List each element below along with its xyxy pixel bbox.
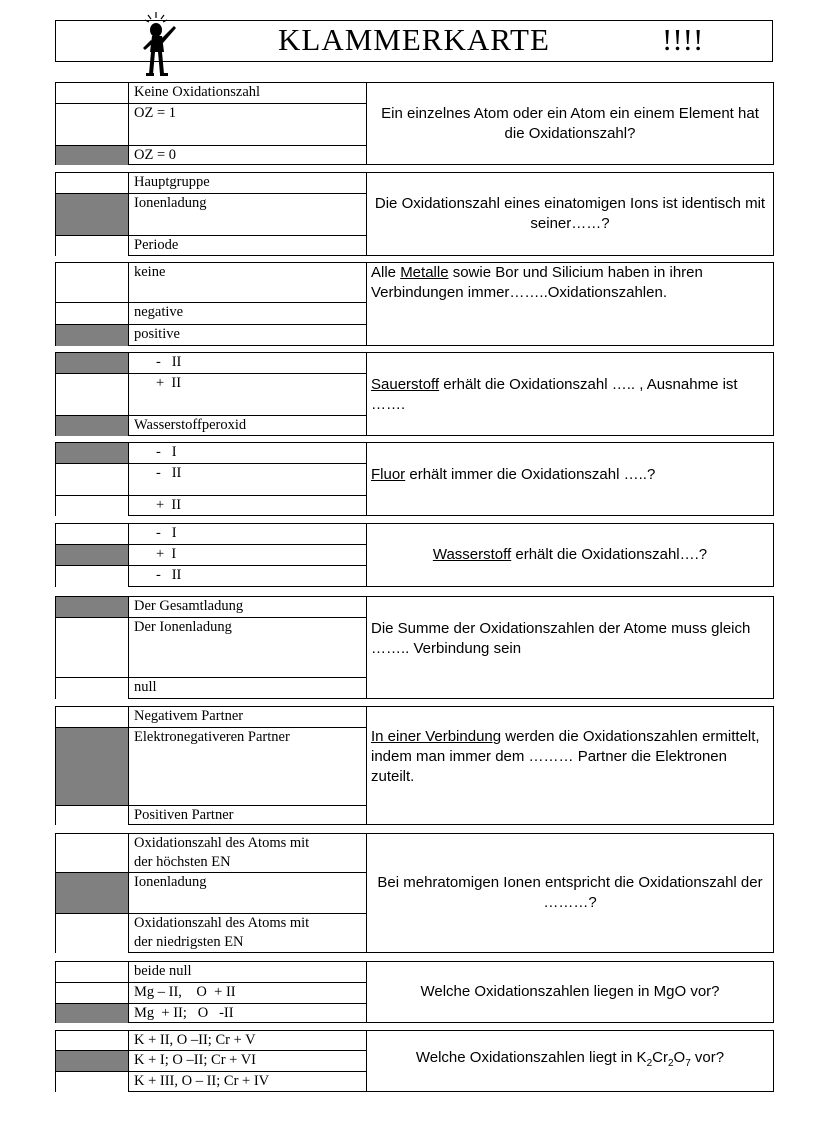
answer-row-correct[interactable]: Ionenladung (56, 872, 366, 913)
quiz-card (55, 706, 774, 825)
quiz-card (55, 172, 774, 256)
quiz-card (55, 523, 774, 587)
answer-row[interactable]: Oxidationszahl des Atoms mit der niedrigsten EN (56, 913, 366, 953)
question-text: Welche Oxidationszahlen liegen in MgO vor? (420, 983, 720, 1000)
answer-row[interactable]: Keine Oxidationszahl (56, 83, 366, 103)
answer-row[interactable]: K + II, O –II; Cr + V (56, 1031, 366, 1050)
answer-row[interactable]: beide null (56, 962, 366, 982)
answer-row-correct[interactable]: Elektronegativeren Partner (56, 727, 366, 805)
answer-row[interactable]: negative (56, 302, 366, 324)
answer-row[interactable]: Hauptgruppe (56, 173, 366, 193)
answer-row[interactable]: Periode (56, 235, 366, 256)
quiz-card (55, 352, 774, 436)
title-exclamation: !!!! (662, 22, 704, 57)
quiz-card (55, 961, 774, 1023)
answer-row[interactable]: OZ = 1 (56, 103, 366, 145)
question-text: In einer Verbindung werden die Oxidationszahlen ermittelt, indem man immer dem ……… Partner die Elektronen zuteilt. (371, 728, 760, 785)
stick-figure-icon (140, 6, 180, 78)
answer-row[interactable]: - II (56, 463, 366, 495)
answer-row[interactable]: K + III, O – II; Cr + IV (56, 1071, 366, 1092)
question-text: Die Oxidationszahl eines einatomigen Ions ist identisch mit seiner……? (374, 195, 766, 232)
answer-row[interactable]: Mg – II, O + II (56, 982, 366, 1003)
answer-row-correct[interactable]: K + I; O –II; Cr + VI (56, 1050, 366, 1071)
question-text: Sauerstoff erhält die Oxidationszahl ….. , Ausnahme ist ……. (371, 376, 738, 413)
question-text: Welche Oxidationszahlen liegt in $K_2Cr_2O_7$ vor? (415, 1049, 725, 1069)
answer-row[interactable]: + II (56, 495, 366, 516)
question-text: Alle Metalle sowie Bor und Silicium haben in ihren Verbindungen immer……..Oxidationszahlen. (371, 264, 703, 301)
answer-row-correct[interactable]: positive (56, 324, 366, 346)
answer-row-correct[interactable]: - II (56, 353, 366, 373)
answer-row-correct[interactable]: + I (56, 544, 366, 565)
answer-row[interactable]: keine (56, 263, 366, 302)
quiz-card (55, 596, 774, 699)
answer-row[interactable]: - I (56, 524, 366, 544)
answer-row[interactable]: Positiven Partner (56, 805, 366, 825)
question-text: Wasserstoff erhält die Oxidationszahl….? (432, 546, 708, 563)
answer-row[interactable]: null (56, 677, 366, 699)
question-text: Die Summe der Oxidationszahlen der Atome muss gleich …….. Verbindung sein (371, 620, 751, 657)
page-title: KLAMMERKARTE (278, 22, 550, 57)
answer-row[interactable]: Negativem Partner (56, 707, 366, 727)
answer-row-correct[interactable]: Mg + II; O -II (56, 1003, 366, 1023)
answer-row-correct[interactable]: - I (56, 443, 366, 463)
answer-row-correct[interactable]: OZ = 0 (56, 145, 366, 165)
quiz-card (55, 442, 774, 516)
answer-row[interactable]: + II (56, 373, 366, 415)
quiz-card (55, 82, 774, 165)
question-text: Fluor erhält immer die Oxidationszahl …..? (371, 466, 656, 483)
question-text: Bei mehratomigen Ionen entspricht die Oxidationszahl der ………? (377, 874, 763, 911)
answer-row[interactable]: Der Ionenladung (56, 617, 366, 677)
answer-row-correct[interactable]: Ionenladung (56, 193, 366, 235)
answer-row-correct[interactable]: Wasserstoffperoxid (56, 415, 366, 436)
answer-row[interactable]: Oxidationszahl des Atoms mit der höchsten EN (56, 834, 366, 872)
answer-row[interactable]: - II (56, 565, 366, 587)
question-text: Ein einzelnes Atom oder ein Atom ein einem Element hat die Oxidationszahl? (381, 104, 759, 142)
quiz-card (55, 833, 774, 953)
answer-row-correct[interactable]: Der Gesamtladung (56, 597, 366, 617)
quiz-card (55, 262, 774, 346)
quiz-card (55, 1030, 774, 1092)
